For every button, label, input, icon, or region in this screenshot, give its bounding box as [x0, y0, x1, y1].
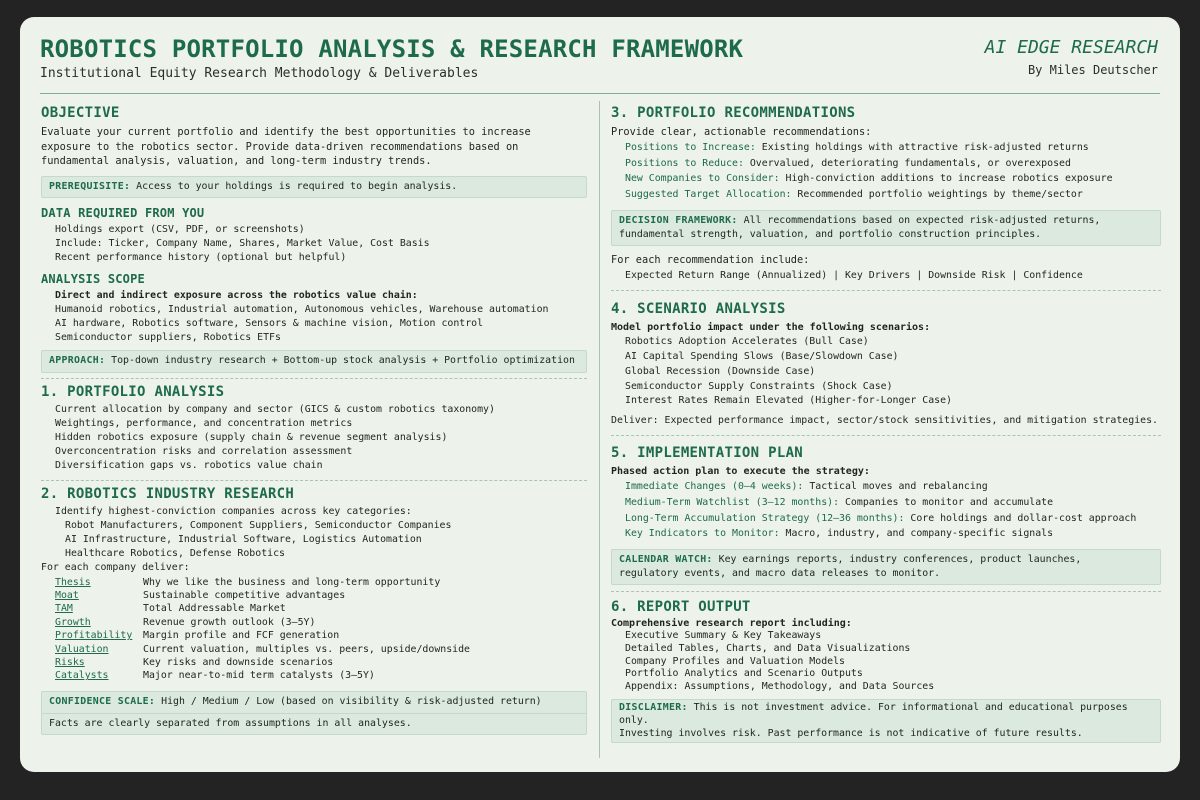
list-item: Diversification gaps vs. robotics value chain [55, 460, 323, 472]
report-item: Detailed Tables, Charts, and Data Visualizations [625, 643, 911, 655]
callout-text: Investing involves risk. Past performance is not indicative of future results. [619, 727, 1083, 739]
category-item: AI Infrastructure, Industrial Software, Logistics Automation [65, 534, 422, 546]
deliver-label: Deliver: [611, 415, 659, 427]
recommendation-key: Positions to Increase: [625, 142, 756, 153]
author-byline: By Miles Deutscher [1027, 63, 1158, 77]
callout-line [619, 214, 1153, 228]
deliver-lead: For each company deliver: [41, 562, 190, 574]
callout-label: PREREQUISITE: [49, 180, 131, 192]
deliverable-desc: Total Addressable Market [143, 603, 286, 615]
page-title: ROBOTICS PORTFOLIO ANALYSIS & RESEARCH FRAMEWORK [40, 35, 744, 63]
implementation-text: Macro, industry, and company-specific signals [785, 528, 1054, 540]
section-title-recommendations: 3. PORTFOLIO RECOMMENDATIONS [611, 105, 856, 121]
scenario-item: Interest Rates Remain Elevated (Higher-for-Longer Case) [625, 395, 952, 407]
objective-line: Evaluate your current portfolio and identify the best opportunities to increase [41, 126, 531, 138]
list-item: Include: Ticker, Company Name, Shares, Market Value, Cost Basis [55, 238, 430, 250]
list-item: Holdings export (CSV, PDF, or screenshots) [55, 223, 305, 235]
section-title-data-required: DATA REQUIRED FROM YOU [41, 205, 205, 220]
deliverable-row [41, 643, 587, 656]
recommendation-key: Suggested Target Allocation: [625, 189, 792, 201]
scenario-item: Global Recession (Downside Case) [625, 365, 816, 377]
objective-line: exposure to the robotics sector. Provide data-driven recommendations based on [41, 140, 519, 153]
section-title-analysis-scope: ANALYSIS SCOPE [41, 271, 145, 286]
section-title-industry-research: 2. ROBOTICS INDUSTRY RESEARCH [41, 485, 295, 502]
deliverable-row [41, 589, 587, 602]
recommendation-item [611, 187, 1161, 203]
implementation-text: Tactical moves and rebalancing [809, 481, 988, 493]
recommendations-lead: Provide clear, actionable recommendations: [611, 126, 872, 138]
recommendation-item [611, 156, 1161, 172]
deliverable-row [41, 602, 587, 615]
include-lead: For each recommendation include: [611, 254, 810, 267]
deliverable-desc: Sustainable competitive advantages [143, 590, 346, 602]
callout-text: High / Medium / Low (based on visibility & risk-adjusted return) [161, 695, 542, 707]
callout-text: Access to your holdings is required to begin analysis. [136, 180, 458, 192]
section-title-report-output: 6. REPORT OUTPUT [611, 599, 751, 616]
deliverable-desc: Margin profile and FCF generation [143, 630, 340, 642]
confidence-note: Facts are clearly separated from assumptions in all analyses. [49, 718, 412, 730]
industry-research-section [41, 485, 587, 736]
implementation-key: Immediate Changes (0–4 weeks): [625, 481, 804, 493]
list-item: Humanoid robotics, Industrial automation, Autonomous vehicles, Warehouse automation [55, 303, 549, 315]
callout-text: Key earnings reports, industry conferences, product launches, [718, 554, 1082, 566]
implementation-key: Long-Term Accumulation Strategy (12–36 months): [625, 512, 905, 524]
list-item: Current allocation by company and sector (GICS & custom robotics taxonomy) [55, 403, 495, 415]
report-output-section [611, 598, 1161, 743]
section-title-implementation: 5. IMPLEMENTATION PLAN [611, 445, 804, 462]
report-item: Portfolio Analytics and Scenario Outputs [625, 668, 863, 680]
callout-label: CONFIDENCE SCALE: [49, 695, 156, 707]
implementation-text: Companies to monitor and accumulate [844, 496, 1054, 508]
scenario-item: Robotics Adoption Accelerates (Bull Case) [625, 336, 869, 348]
deliverable-desc: Key risks and downside scenarios [143, 657, 334, 669]
deliverable-row [41, 669, 587, 682]
column-divider [599, 101, 600, 758]
scenario-deliver [611, 414, 1161, 427]
research-framework-card [20, 17, 1180, 772]
callout-text: All recommendations based on expected risk-adjusted returns, [743, 214, 1101, 226]
report-lead: Comprehensive research report including: [611, 618, 852, 630]
deliverable-term: Thesis [55, 576, 91, 588]
list-item: Semiconductor suppliers, Robotics ETFs [55, 332, 281, 344]
deliverable-term: Profitability [55, 630, 133, 642]
deliverable-row [41, 656, 587, 669]
deliverable-row [41, 629, 587, 642]
callout-line [619, 553, 1153, 567]
callout-label: DECISION FRAMEWORK: [619, 214, 738, 226]
recommendation-text: Existing holdings with attractive risk-adjusted returns [761, 142, 1089, 153]
objective-line: fundamental analysis, valuation, and long-term industry trends. [41, 155, 432, 168]
list-item: Hidden robotics exposure (supply chain & revenue segment analysis) [55, 432, 448, 444]
callout-label: DISCLAIMER: [619, 702, 688, 714]
header-divider [40, 93, 1160, 94]
analysis-scope-section [41, 271, 587, 373]
deliverable-term: Moat [55, 590, 79, 602]
portfolio-analysis-section [41, 383, 587, 474]
scenario-item: Semiconductor Supply Constraints (Shock Case) [625, 380, 893, 392]
callout-line [619, 702, 1153, 727]
prerequisite-callout [41, 176, 587, 198]
decision-framework-callout [611, 210, 1161, 246]
research-lead: Identify highest-conviction companies across key categories: [55, 505, 412, 517]
recommendation-key: Positions to Reduce: [625, 157, 744, 169]
list-item: Recent performance history (optional but helpful) [55, 252, 347, 264]
deliverable-desc: Why we like the business and long-term opportunity [143, 576, 441, 588]
list-item: AI hardware, Robotics software, Sensors & machine vision, Motion control [55, 318, 484, 329]
deliverable-term: Growth [55, 616, 91, 628]
callout-label: CALENDAR WATCH: [619, 554, 713, 566]
callout-text: regulatory events, and macro data releases to monitor. [619, 568, 941, 580]
right-column [611, 104, 1161, 743]
report-item: Company Profiles and Valuation Models [625, 655, 845, 667]
scenario-lead: Model portfolio impact under the following scenarios: [611, 322, 931, 334]
recommendation-text: Overvalued, deteriorating fundamentals, or overexposed [749, 157, 1071, 169]
implementation-item [611, 511, 1161, 527]
section-title-scenario: 4. SCENARIO ANALYSIS [611, 301, 786, 318]
recommendation-text: Recommended portfolio weightings by theme/sector [797, 189, 1083, 201]
scope-lead: Direct and indirect exposure across the robotics value chain: [55, 289, 418, 301]
data-required-section [41, 205, 587, 266]
deliverable-desc: Revenue growth outlook (3–5Y) [143, 616, 316, 628]
brand-name: AI EDGE RESEARCH [984, 37, 1158, 58]
deliverable-term: Valuation [55, 643, 109, 655]
disclaimer-callout [611, 699, 1161, 743]
category-item: Healthcare Robotics, Defense Robotics [65, 548, 285, 560]
callout-text: Top-down industry research + Bottom-up stock analysis + Portfolio optimization [111, 355, 575, 367]
confidence-callout [41, 691, 587, 735]
deliverable-desc: Major near-to-mid term catalysts (3–5Y) [143, 670, 375, 682]
implementation-section [611, 444, 1161, 585]
implementation-item [611, 479, 1161, 495]
left-column [41, 104, 587, 735]
section-title-objective: OBJECTIVE [41, 105, 120, 121]
callout-text: This is not investment advice. For informational and educational purposes only. [619, 702, 1128, 726]
page-subtitle: Institutional Equity Research Methodology & Deliverables [40, 66, 479, 81]
list-item: Weightings, performance, and concentration metrics [55, 417, 353, 429]
deliverable-term: TAM [55, 603, 73, 615]
deliverable-term: Catalysts [55, 670, 109, 682]
approach-callout [41, 350, 587, 372]
recommendation-item [611, 140, 1161, 156]
deliver-text: Expected performance impact, sector/stock sensitivities, and mitigation strategies. [664, 415, 1158, 427]
deliverable-term: Risks [55, 657, 85, 669]
report-item: Executive Summary & Key Takeaways [625, 630, 822, 642]
deliverable-desc: Current valuation, multiples vs. peers, upside/downside [143, 643, 470, 655]
implementation-key: Key Indicators to Monitor: [625, 528, 780, 540]
include-line: Expected Return Range (Annualized) | Key Drivers | Downside Risk | Confidence [625, 270, 1083, 282]
section-title-portfolio-analysis: 1. PORTFOLIO ANALYSIS [41, 383, 225, 400]
recommendation-item [611, 171, 1161, 187]
implementation-lead: Phased action plan to execute the strategy: [611, 466, 870, 478]
report-item: Appendix: Assumptions, Methodology, and Data Sources [625, 680, 935, 692]
implementation-item [611, 526, 1161, 542]
scenario-section [611, 300, 1161, 427]
calendar-watch-callout [611, 549, 1161, 585]
recommendation-text: High-conviction additions to increase robotics exposure [785, 173, 1113, 185]
implementation-key: Medium-Term Watchlist (3–12 months): [625, 496, 840, 508]
callout-label: APPROACH: [49, 355, 106, 367]
list-item: Overconcentration risks and correlation assessment [55, 446, 353, 458]
implementation-text: Core holdings and dollar-cost approach [910, 512, 1137, 524]
recommendations-section [611, 104, 1161, 284]
callout-text: fundamental strength, valuation, and portfolio construction principles. [619, 229, 1042, 241]
confidence-row [49, 695, 579, 709]
deliverable-row [41, 616, 587, 629]
deliverable-row [41, 576, 587, 589]
category-item: Robot Manufacturers, Component Suppliers, Semiconductor Companies [65, 519, 452, 531]
implementation-item [611, 495, 1161, 511]
recommendation-key: New Companies to Consider: [625, 173, 780, 185]
objective-section [41, 104, 587, 198]
scenario-item: AI Capital Spending Slows (Base/Slowdown Case) [625, 351, 899, 363]
